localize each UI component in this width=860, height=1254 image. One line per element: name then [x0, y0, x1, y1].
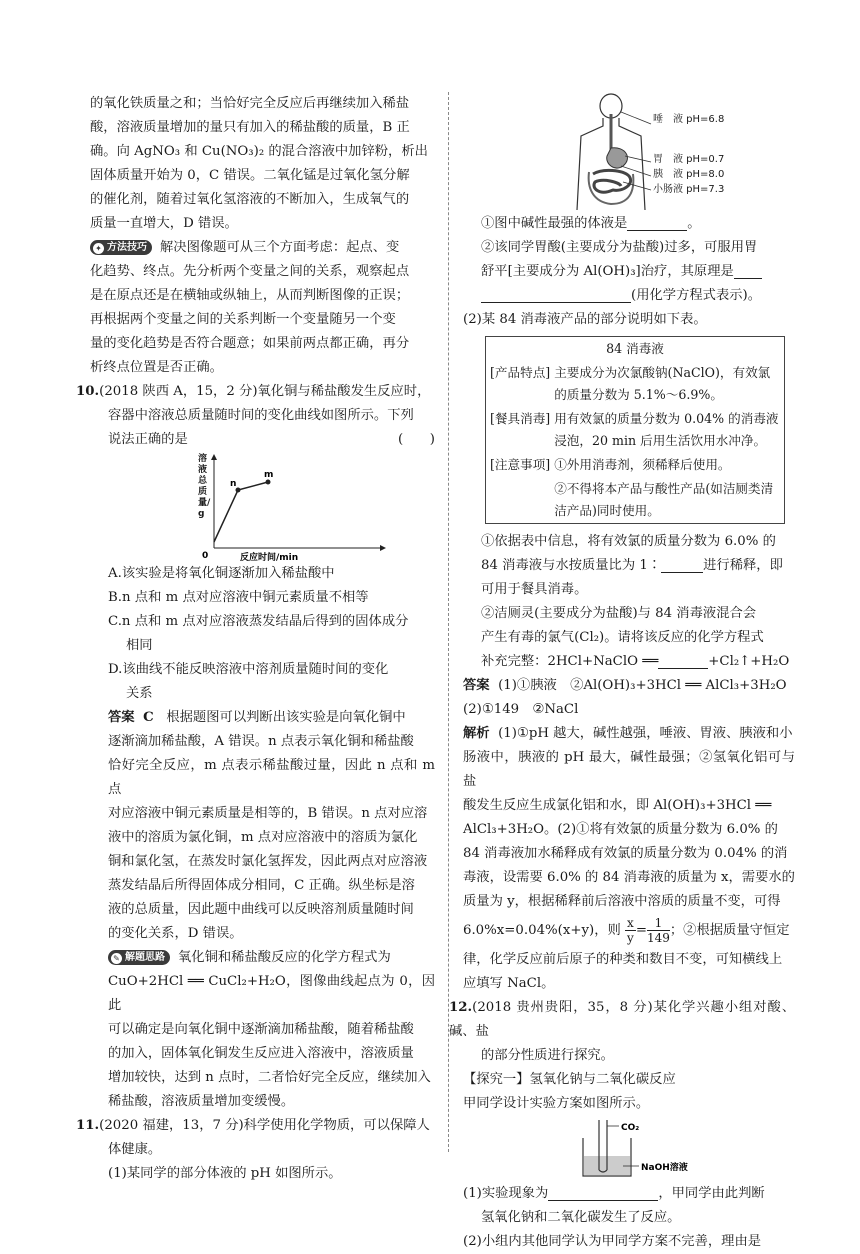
- text-line: 补充完整：2HCl+NaClO ══: [481, 654, 659, 669]
- text-line: 酸，溶液质量增加的量只有加入的稀盐酸的质量，B 正: [90, 120, 410, 135]
- text-line: 稀盐酸，溶液质量增加变缓慢。: [108, 1094, 295, 1109]
- left-column: [76, 92, 435, 1186]
- text-line: 解决图像题可从三个方面考虑：起点、变: [160, 240, 400, 255]
- text-line: 蒸发结晶后所得固体成分相同，C 正确。纵坐标是溶: [108, 878, 415, 893]
- method-tip: [90, 236, 435, 380]
- beaker-figure: [463, 1116, 795, 1182]
- curve-line: [214, 482, 268, 542]
- text-line: (2018 贵州贵阳，35，8 分)某化学兴趣小组对酸、碱、盐: [449, 1000, 795, 1039]
- row-key: [餐具消毒]: [490, 411, 551, 426]
- disinfectant-info-table: [485, 336, 785, 524]
- row-value: ②不得将本产品与酸性产品(如洁厕类清洁产品)同时使用。: [554, 481, 774, 518]
- text-line: 质量为 y，根据稀释前后溶液中溶质的质量不变，可得: [463, 894, 781, 909]
- table-row: [486, 407, 785, 453]
- text-line: 进行稀释，即: [703, 558, 783, 573]
- text-line: 可以确定是向氧化铜中逐渐滴加稀盐酸，随着稀盐酸: [108, 1022, 414, 1037]
- row-value: 主要成分为次氯酸钠(NaClO)，有效氯的质量分数为 5.1%～6.9%。: [554, 365, 771, 402]
- text-line: 恰好完全反应，m 点表示稀盐酸过量，因此 n 点和 m 点: [108, 758, 435, 797]
- text-line: ②洁厕灵(主要成分为盐酸)与 84 消毒液混合会: [481, 606, 757, 621]
- graph-svg: [190, 452, 390, 562]
- right-column: [449, 92, 795, 1254]
- intro-paragraph: [90, 92, 435, 236]
- text-line: 确。向 AgNO₃ 和 Cu(NO₃)₂ 的混合溶液中加锌粉，析出: [90, 144, 428, 159]
- question-number: 12.: [449, 1000, 473, 1015]
- label-m: m: [264, 470, 274, 480]
- text-line: 的部分性质进行探究。: [481, 1048, 614, 1063]
- row-key: [产品特点]: [490, 365, 551, 380]
- fraction-x-over-y: [625, 916, 636, 945]
- numerator: x: [627, 916, 634, 930]
- text-line: (2)小组内其他同学认为甲同学方案不完善，理由是: [463, 1234, 762, 1249]
- answer-blank[interactable]: [658, 652, 708, 669]
- equation-line: 6.0%x=0.04%(x+y)，则 $\frac{x}{y}$ = $\frac{1}{149}$ ；②根据质量守恒定: [463, 916, 790, 945]
- text-line: 氢氧化钠和二氧化碳发生了反应。: [481, 1210, 681, 1225]
- sub-question: (2)某 84 消毒液产品的部分说明如下表。: [463, 312, 707, 327]
- row-key: [注意事项]: [490, 457, 551, 472]
- text-line: (2)①149 ②NaCl: [463, 702, 579, 717]
- answer-value: C: [143, 710, 154, 725]
- answer-blank[interactable]: [734, 262, 762, 279]
- row-key: [486, 477, 551, 524]
- y-axis-label: 溶液总质量/g: [198, 454, 211, 519]
- method-tip-badge: [90, 240, 152, 255]
- table-row: [486, 361, 785, 407]
- option-c: C.n 点和 m 点对应溶液蒸发结晶后得到的固体成分: [108, 614, 409, 629]
- text-line: (1)①胰液 ②Al(OH)₃+3HCl ══ AlCl₃+3H₂O: [498, 678, 787, 693]
- question-11-start: [76, 1114, 435, 1186]
- answer-label: 答案: [463, 678, 490, 693]
- question-number: 11.: [76, 1118, 100, 1133]
- text-line: (1)实验现象为: [463, 1186, 549, 1201]
- text-line: 的催化剂，随着过氧化氢溶液的不断加入，生成氧气的: [90, 192, 410, 207]
- y-axis-arrow: [211, 454, 217, 460]
- text-line: 6.0%x=0.04%(x+y)，则: [463, 923, 621, 938]
- denominator: y: [627, 931, 634, 945]
- text-line: 液的总质量，因此题中曲线可以反映溶剂质量随时间: [108, 902, 414, 917]
- text-line: 的氧化铁质量之和；当恰好完全反应后再继续加入稀盐: [90, 96, 410, 111]
- idea-icon: ✎: [111, 953, 122, 964]
- text-line: 固体质量开始为 0，C 错误。二氧化锰是过氧化氢分解: [90, 168, 410, 183]
- answer-label: 答案: [108, 710, 135, 725]
- text-line: 毒液，设需要 6.0% 的 84 消毒液的质量为 x，需要水的: [463, 870, 795, 885]
- question-10: [76, 380, 435, 1114]
- text-line: 质量一直增大，D 错误。: [90, 216, 238, 231]
- answer-blank[interactable]: [661, 556, 703, 573]
- option-a: A.该实验是将氧化铜逐渐加入稀盐酸中: [108, 566, 335, 581]
- text-line: 说法正确的是: [108, 432, 188, 447]
- intestinal-label: 小肠液 pH=7.3: [653, 184, 725, 195]
- text-line: ②该同学胃酸(主要成分为盐酸)过多，可服用胃: [481, 240, 758, 255]
- pancreatic-label: 胰 液 pH=8.0: [653, 169, 725, 180]
- text-line: 液中的溶质为氯化铜，m 点对应溶液中的溶质为氯化: [108, 830, 418, 845]
- row-value: ①外用消毒剂，须稀释后使用。: [554, 457, 731, 472]
- text-line: 再根据两个变量之间的关系判断一个变量随另一个变: [90, 312, 396, 327]
- text-line: 甲同学设计实验方案如图所示。: [463, 1096, 650, 1111]
- text-line: ；②根据质量守恒定: [669, 923, 790, 938]
- text-line: +Cl₂↑+H₂O: [708, 654, 790, 669]
- table-row: [486, 477, 785, 524]
- text-line: ①依据表中信息，将有效氯的质量分数为 6.0% 的: [481, 534, 776, 549]
- table-row: [486, 453, 785, 477]
- point-m: [266, 480, 271, 485]
- text-line: 化趋势、终点。先分析两个变量之间的关系，观察起点: [90, 264, 410, 279]
- text-line: 体健康。: [108, 1142, 162, 1157]
- text-line: 可用于餐具消毒。: [481, 582, 588, 597]
- text-line: (2020 福建，13，7 分)科学使用化学物质，可以保障人: [99, 1118, 430, 1133]
- text-line: 容器中溶液总质量随时间的变化曲线如图所示。下列: [108, 408, 414, 423]
- co2-label: CO₂: [621, 1123, 640, 1133]
- denominator: 149: [646, 931, 670, 945]
- naoh-label: NaOH溶液: [641, 1163, 688, 1173]
- option-b: B.n 点和 m 点对应溶液中铜元素质量不相等: [108, 590, 369, 605]
- gastric-pointer: [625, 156, 651, 162]
- text-line: ①图中碱性最强的体液是: [481, 216, 628, 231]
- saliva-pointer: [621, 112, 651, 124]
- row-value: 用有效氯的质量分数为 0.04% 的消毒液浸泡，20 min 后用生活饮用水冲净。: [554, 411, 779, 448]
- option-d: D.该曲线不能反映溶液中溶剂质量随时间的变化: [108, 662, 389, 677]
- stomach-shape: [607, 148, 628, 168]
- mass-time-graph: [90, 452, 435, 562]
- beaker-apparatus-svg: [563, 1116, 733, 1180]
- text-line: 的加入，固体氧化铜发生反应进入溶液中，溶液质量: [108, 1046, 414, 1061]
- solution-idea-badge: [108, 950, 170, 965]
- text-line: 逐渐滴加稀盐酸，A 错误。n 点表示氧化铜和稀盐酸: [108, 734, 414, 749]
- answer-paren: ( ): [398, 432, 435, 447]
- text-line: 增加较快，达到 n 点时，二者恰好完全反应，继续加入: [108, 1070, 431, 1085]
- sub-question: (1)某同学的部分体液的 pH 如图所示。: [108, 1166, 342, 1181]
- table-title: 84 消毒液: [606, 341, 664, 356]
- bulb-icon: ✦: [93, 243, 104, 254]
- text-line: CuO+2HCl ══ CuCl₂+H₂O，图像曲线起点为 0，因此: [108, 974, 435, 1013]
- intestine-shape: [593, 170, 631, 192]
- section-heading: 【探究一】氢氧化钠与二氧化碳反应: [463, 1072, 676, 1087]
- text-line: 84 消毒液与水按质量比为 1∶: [481, 558, 662, 573]
- text-line: (1)①pH 越大，碱性越强，唾液、胃液、胰液和小: [498, 726, 793, 741]
- gastric-label: 胃 液 pH=0.7: [653, 154, 725, 165]
- answer-blank[interactable]: [548, 1184, 658, 1201]
- text-line: 产生有毒的氯气(Cl₂)。请将该反应的化学方程式: [481, 630, 764, 645]
- idea-label: 解题思路: [125, 952, 165, 963]
- text-line: 的变化关系，D 错误。: [108, 926, 243, 941]
- text-line: 应填写 NaCl。: [463, 976, 555, 991]
- x-axis-arrow: [380, 545, 386, 551]
- option-c-cont: 相同: [126, 638, 153, 653]
- text-line: 是在原点还是在横轴或纵轴上，从而判断图像的正误；: [90, 288, 410, 303]
- body-fluid-figure: [463, 92, 795, 212]
- column-divider: [448, 92, 449, 1152]
- saliva-label: 唾 液 pH=6.8: [653, 114, 725, 125]
- explanation-label: 解析: [463, 726, 490, 741]
- question-number: 10.: [76, 384, 100, 399]
- text-line: 84 消毒液加水稀释成有效氯的质量分数为 0.04% 的消: [463, 846, 788, 861]
- text-line: 律，化学反应前后原子的种类和数目不变，可知横线上: [463, 952, 783, 967]
- text-line: 量的变化趋势是否符合题意；如果前两点都正确，再分: [90, 336, 410, 351]
- text-line: 。: [687, 216, 701, 231]
- tip-label: 方法技巧: [107, 242, 147, 253]
- text-line: (2018 陕西 A，15，2 分)氧化铜与稀盐酸发生反应时，: [99, 384, 431, 399]
- text-line: 酸发生反应生成氯化铝和水，即 Al(OH)₃+3HCl ══: [463, 798, 772, 813]
- text-line: (用化学方程式表示)。: [631, 288, 762, 303]
- answer-blank[interactable]: [481, 286, 631, 303]
- text-line: 氧化铜和稀盐酸反应的化学方程式为: [178, 950, 391, 965]
- answer-blank[interactable]: [627, 214, 687, 231]
- text-line: 析终点位置是否正确。: [90, 360, 223, 375]
- label-n: n: [230, 479, 237, 489]
- text-line: ，甲同学由此判断: [658, 1186, 765, 1201]
- text-line: AlCl₃+3H₂O。(2)①将有效氯的质量分数为 6.0% 的: [463, 822, 778, 837]
- text-line: 根据题图可以判断出该实验是向氧化铜中: [166, 710, 406, 725]
- option-d-cont: 关系: [126, 686, 153, 701]
- text-line: 对应溶液中铜元素质量是相等的，B 错误。n 点对应溶: [108, 806, 428, 821]
- origin-label: 0: [202, 551, 209, 561]
- text-line: 肠液中，胰液的 pH 最大，碱性最强；②氢氧化铝可与盐: [463, 750, 795, 789]
- x-axis-label: 反应时间/min: [240, 553, 299, 562]
- text-line: 铜和氯化氢，在蒸发时氯化氢挥发，因此两点对应溶液: [108, 854, 428, 869]
- text-line: 舒平[主要成分为 Al(OH)₃]治疗，其原理是: [481, 264, 734, 279]
- numerator: 1: [647, 916, 670, 931]
- fraction-1-over-149: [647, 916, 670, 945]
